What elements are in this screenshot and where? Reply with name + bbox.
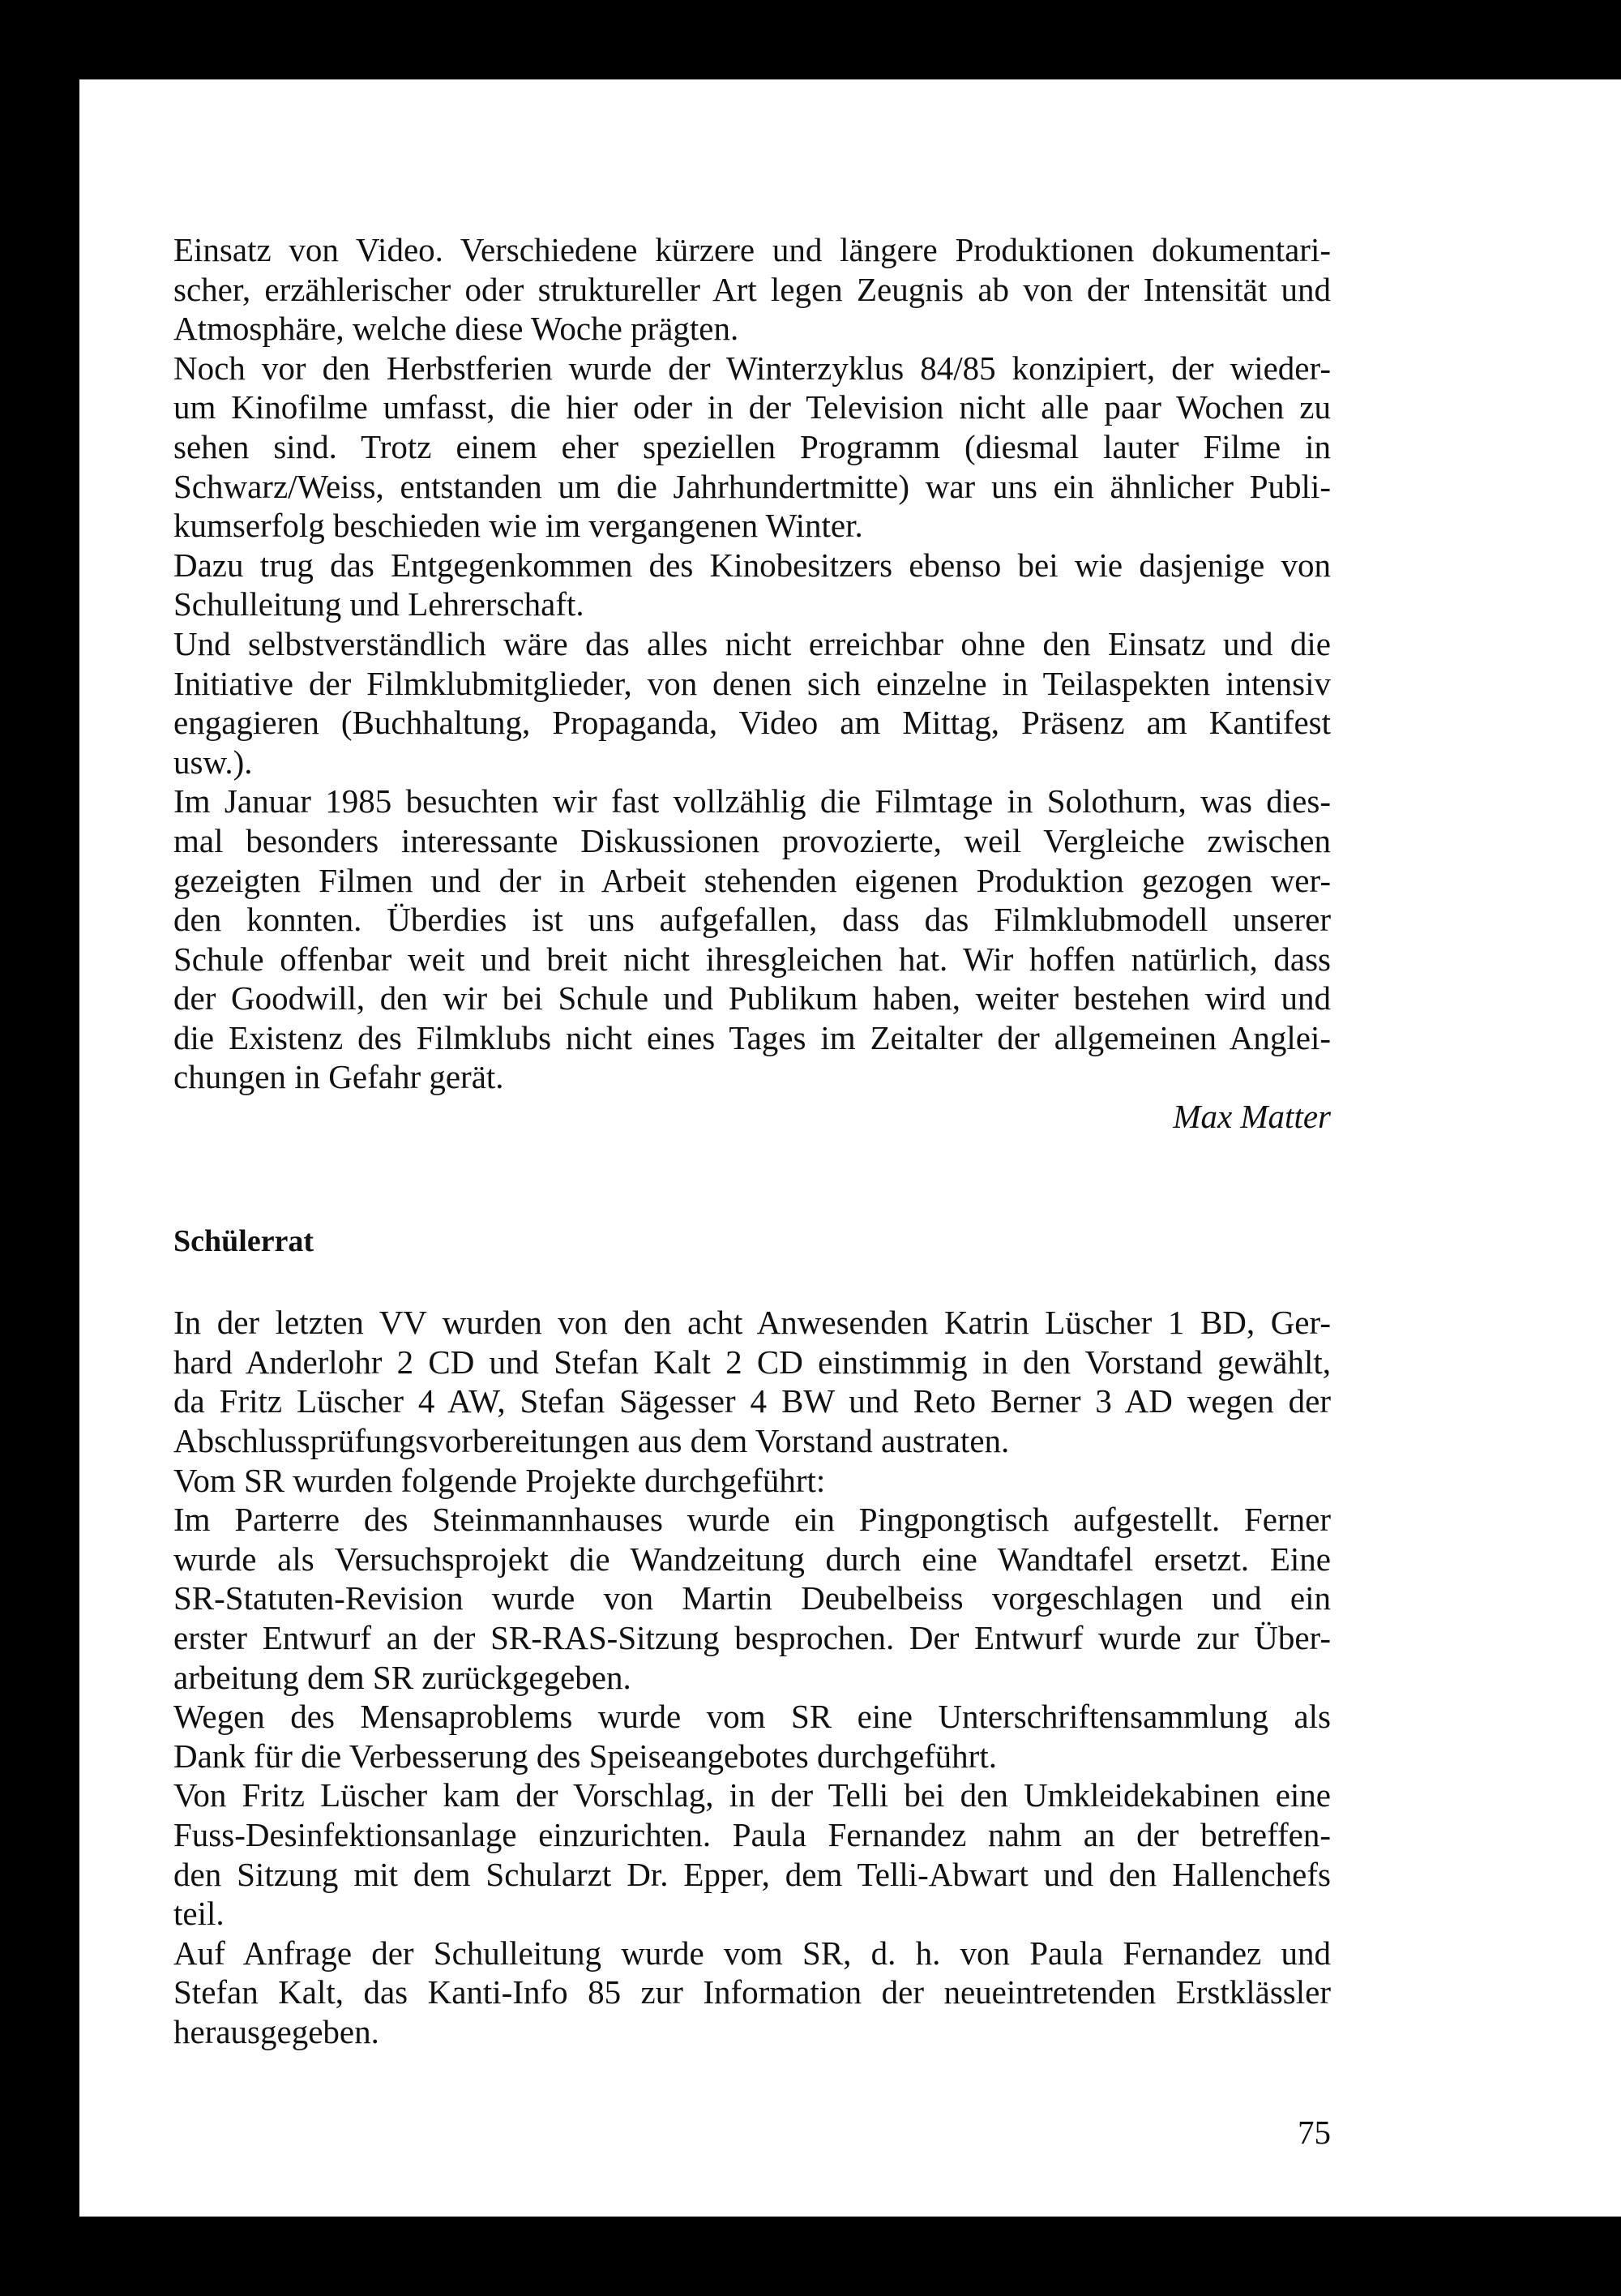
author-signature: Max Matter	[1173, 1098, 1331, 1136]
text-line: um Kinofilme umfasst, die hier oder in der Television nicht alle paar Wochen zu	[173, 388, 1331, 426]
text-line: Einsatz von Video. Verschiedene kürzere und längere Produktionen dokumentari-	[173, 231, 1331, 268]
text-line: die Existenz des Filmklubs nicht eines Tages im Zeitalter der allgemeinen Anglei-	[173, 1018, 1331, 1056]
text-line: Schulleitung und Lehrerschaft.	[173, 585, 584, 623]
text-line: Im Januar 1985 besuchten wir fast vollzählig die Filmtage in Solothurn, was dies-	[173, 782, 1331, 820]
text-line: den konnten. Überdies ist uns aufgefallen, dass das Filmklubmodell unserer	[173, 901, 1331, 939]
text-line: Dazu trug das Entgegenkommen des Kinobesitzers ebenso bei wie dasjenige von	[173, 546, 1331, 584]
filmklub-article	[173, 230, 1331, 1137]
text-line: Fuss-Desinfektionsanlage einzurichten. Paula Fernandez nahm an der betreffen-	[173, 1815, 1331, 1853]
text-line: SR-Statuten-Revision wurde von Martin Deubelbeiss vorgeschlagen und ein	[173, 1579, 1331, 1617]
text-line: Auf Anfrage der Schulleitung wurde vom SR, d. h. von Paula Fernandez und	[173, 1934, 1331, 1972]
document-page	[79, 79, 1621, 2217]
text-line: herausgegeben.	[173, 2012, 379, 2050]
text-line: arbeitung dem SR zurückgegeben.	[173, 1658, 631, 1696]
text-line: teil.	[173, 1895, 225, 1933]
text-line: Dank für die Verbesserung des Speiseangebotes durchgeführt.	[173, 1737, 997, 1775]
text-column	[173, 230, 1331, 2052]
text-line: da Fritz Lüscher 4 AW, Stefan Sägesser 4 BW und Reto Berner 3 AD wegen der	[173, 1382, 1331, 1420]
text-line: usw.).	[173, 743, 253, 781]
text-line: der Goodwill, den wir bei Schule und Publikum haben, weiter bestehen wird und	[173, 979, 1331, 1017]
text-line: Schwarz/Weiss, entstanden um die Jahrhundertmitte) war uns ein ähnlicher Publi-	[173, 467, 1331, 505]
text-line: Und selbstverständlich wäre das alles nicht erreichbar ohne den Einsatz und die	[173, 624, 1331, 662]
text-line: Initiative der Filmklubmitglieder, von denen sich einzelne in Teilaspekten intensiv	[173, 664, 1331, 702]
text-line: engagieren (Buchhaltung, Propaganda, Video am Mittag, Präsenz am Kantifest	[173, 704, 1331, 742]
text-line: Wegen des Mensaproblems wurde vom SR eine Unterschriftensammlung als	[173, 1698, 1331, 1736]
text-line: Vom SR wurden folgende Projekte durchgeführt:	[173, 1461, 826, 1499]
text-line: Schule offenbar weit und breit nicht ihresgleichen hat. Wir hoffen natürlich, dass	[173, 940, 1331, 978]
text-line: den Sitzung mit dem Schularzt Dr. Epper, dem Telli-Abwart und den Hallenchefs	[173, 1855, 1331, 1893]
schuelerrat-article	[173, 1222, 1331, 2052]
text-line: Stefan Kalt, das Kanti-Info 85 zur Information der neueintretenden Erstklässler	[173, 1973, 1331, 2011]
text-line: gezeigten Filmen und der in Arbeit stehenden eigenen Produktion gezogen wer-	[173, 861, 1331, 899]
text-line: Atmosphäre, welche diese Woche prägten.	[173, 310, 739, 348]
spacer	[173, 1137, 1331, 1222]
text-line: Von Fritz Lüscher kam der Vorschlag, in der Telli bei den Umkleidekabinen eine	[173, 1776, 1331, 1814]
section-heading: Schülerrat	[173, 1223, 314, 1258]
spacer	[173, 1261, 1331, 1303]
page-number: 75	[1298, 2114, 1331, 2151]
text-line: Noch vor den Herbstferien wurde der Winterzyklus 84/85 konzipiert, der wieder-	[173, 349, 1331, 387]
text-line: kumserfolg beschieden wie im vergangenen Winter.	[173, 507, 863, 545]
text-line: wurde als Versuchsprojekt die Wandzeitung durch eine Wandtafel ersetzt. Eine	[173, 1540, 1331, 1578]
text-line: mal besonders interessante Diskussionen provozierte, weil Vergleiche zwischen	[173, 821, 1331, 859]
text-line: sehen sind. Trotz einem eher speziellen Programm (diesmal lauter Filme in	[173, 427, 1331, 465]
text-line: erster Entwurf an der SR-RAS-Sitzung besprochen. Der Entwurf wurde zur Über-	[173, 1619, 1331, 1656]
text-line: In der letzten VV wurden von den acht Anwesenden Katrin Lüscher 1 BD, Ger-	[173, 1304, 1331, 1342]
text-line: Abschlussprüfungsvorbereitungen aus dem Vorstand austraten.	[173, 1422, 1010, 1460]
text-line: hard Anderlohr 2 CD und Stefan Kalt 2 CD einstimmig in den Vorstand gewählt,	[173, 1343, 1331, 1381]
text-line: scher, erzählerischer oder struktureller Art legen Zeugnis ab von der Intensität und	[173, 270, 1331, 308]
text-line: Im Parterre des Steinmannhauses wurde ein Pingpongtisch aufgestellt. Ferner	[173, 1501, 1331, 1539]
text-line: chungen in Gefahr gerät.	[173, 1058, 504, 1096]
